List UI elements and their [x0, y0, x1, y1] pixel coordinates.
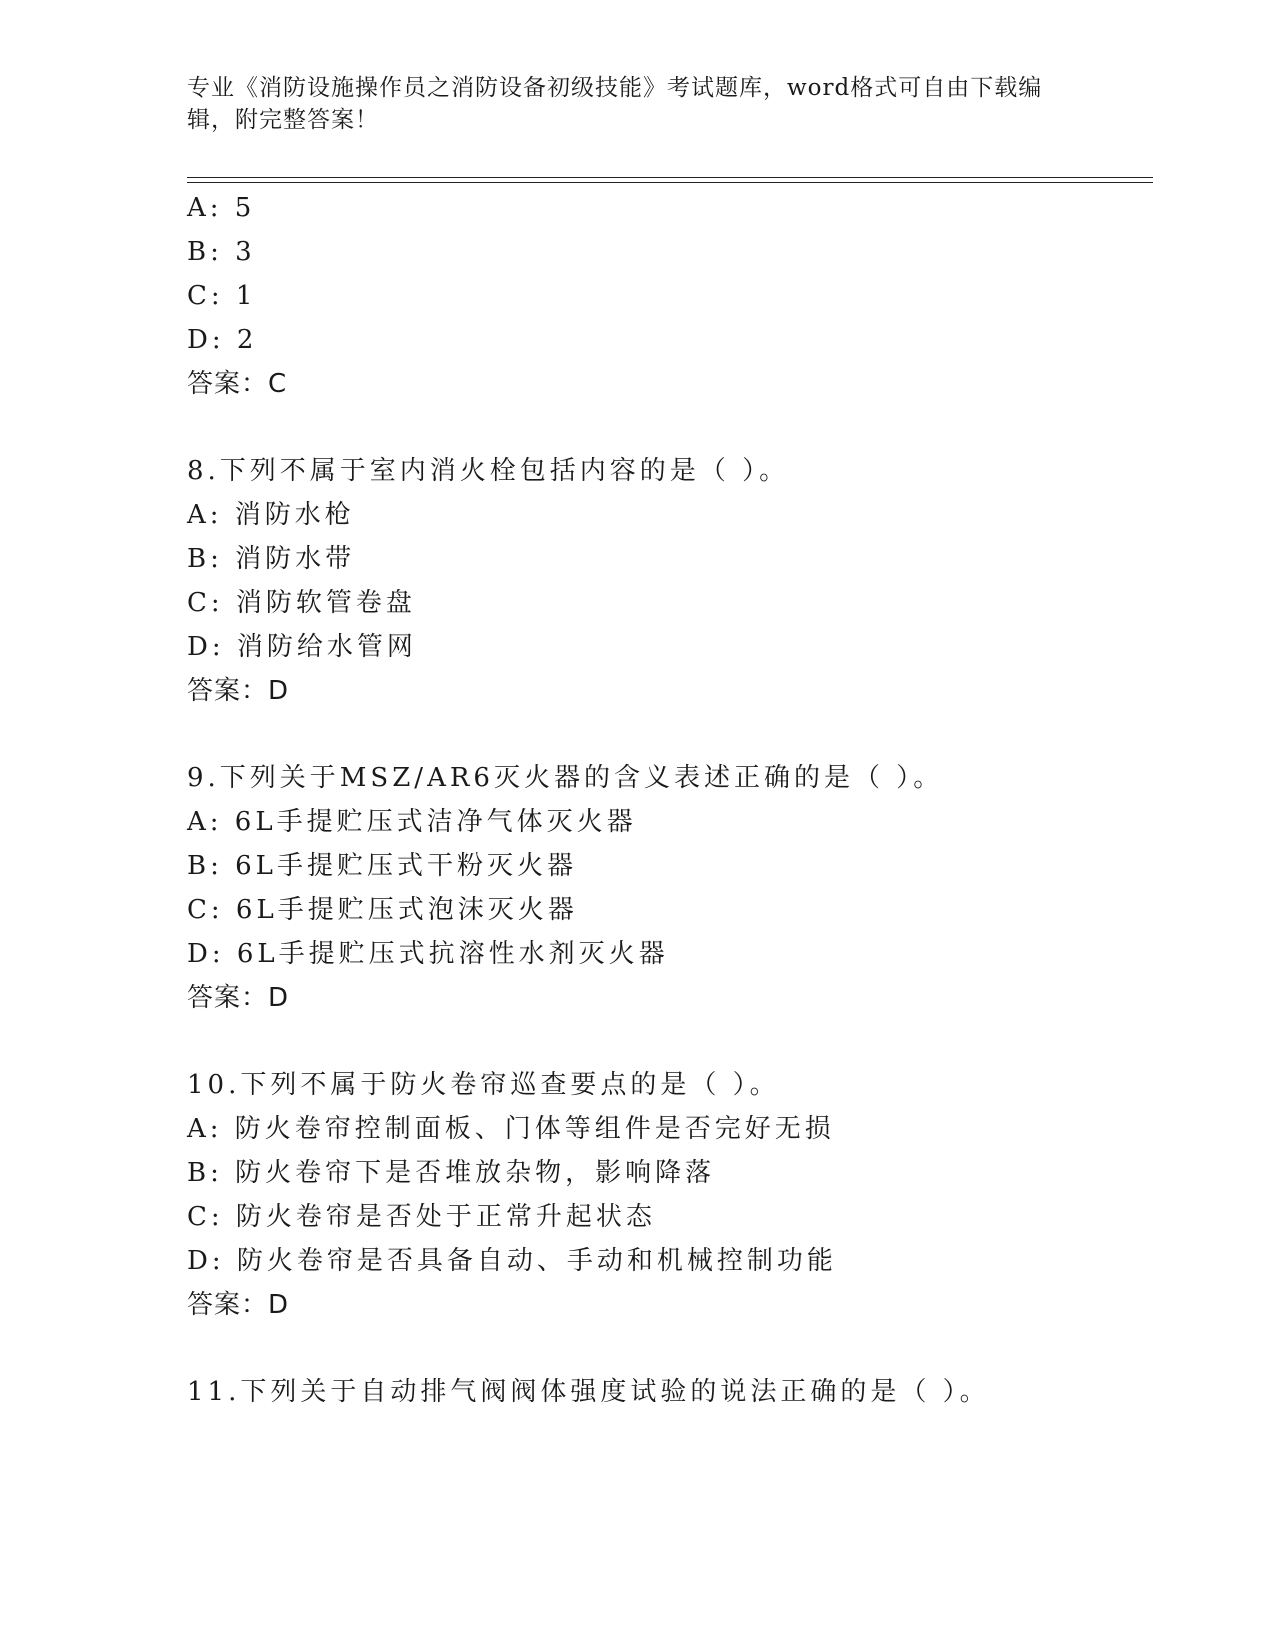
header-rule-top [187, 177, 1153, 178]
q10-option-a: A: 防火卷帘控制面板、门体等组件是否完好无损 [187, 1114, 835, 1144]
q10-option-c: C: 防火卷帘是否处于正常升起状态 [187, 1202, 656, 1232]
q8-option-b: B: 消防水带 [187, 544, 356, 574]
document-header: 专业《消防设施操作员之消防设备初级技能》考试题库，word格式可自由下载编辑，附完整答案！ [187, 75, 1043, 133]
q8-option-a: A: 消防水枪 [187, 500, 355, 530]
q10-option-b: B: 防火卷帘下是否堆放杂物，影响降落 [187, 1158, 716, 1188]
q9-answer: 答案：D [187, 983, 290, 1013]
q7-option-b: B: 3 [187, 237, 256, 267]
q8-option-c: C: 消防软管卷盘 [187, 588, 416, 618]
q9-option-c: C: 6L手提贮压式泡沫灭火器 [187, 895, 578, 925]
q8-option-d: D: 消防给水管网 [187, 632, 417, 662]
header-rule-bottom [187, 182, 1153, 183]
q9-option-b: B: 6L手提贮压式干粉灭火器 [187, 851, 577, 881]
q9-option-a: A: 6L手提贮压式洁净气体灭火器 [187, 807, 637, 837]
q7-option-a: A: 5 [187, 193, 256, 223]
q7-option-c: C: 1 [187, 281, 257, 311]
q9-option-d: D: 6L手提贮压式抗溶性水剂灭火器 [187, 939, 669, 969]
q11-question: 11.下列关于自动排气阀阀体强度试验的说法正确的是（ ）。 [187, 1377, 990, 1407]
q10-question: 10.下列不属于防火卷帘巡查要点的是（ ）。 [187, 1070, 780, 1100]
q7-option-d: D: 2 [187, 325, 258, 355]
q7-answer: 答案：C [187, 369, 288, 399]
q9-question: 9.下列关于MSZ/AR6灭火器的含义表述正确的是（ ）。 [187, 763, 944, 793]
q8-answer: 答案：D [187, 676, 290, 706]
q10-option-d: D: 防火卷帘是否具备自动、手动和机械控制功能 [187, 1246, 837, 1276]
q10-answer: 答案：D [187, 1290, 290, 1320]
q8-question: 8.下列不属于室内消火栓包括内容的是（ ）。 [187, 456, 790, 486]
